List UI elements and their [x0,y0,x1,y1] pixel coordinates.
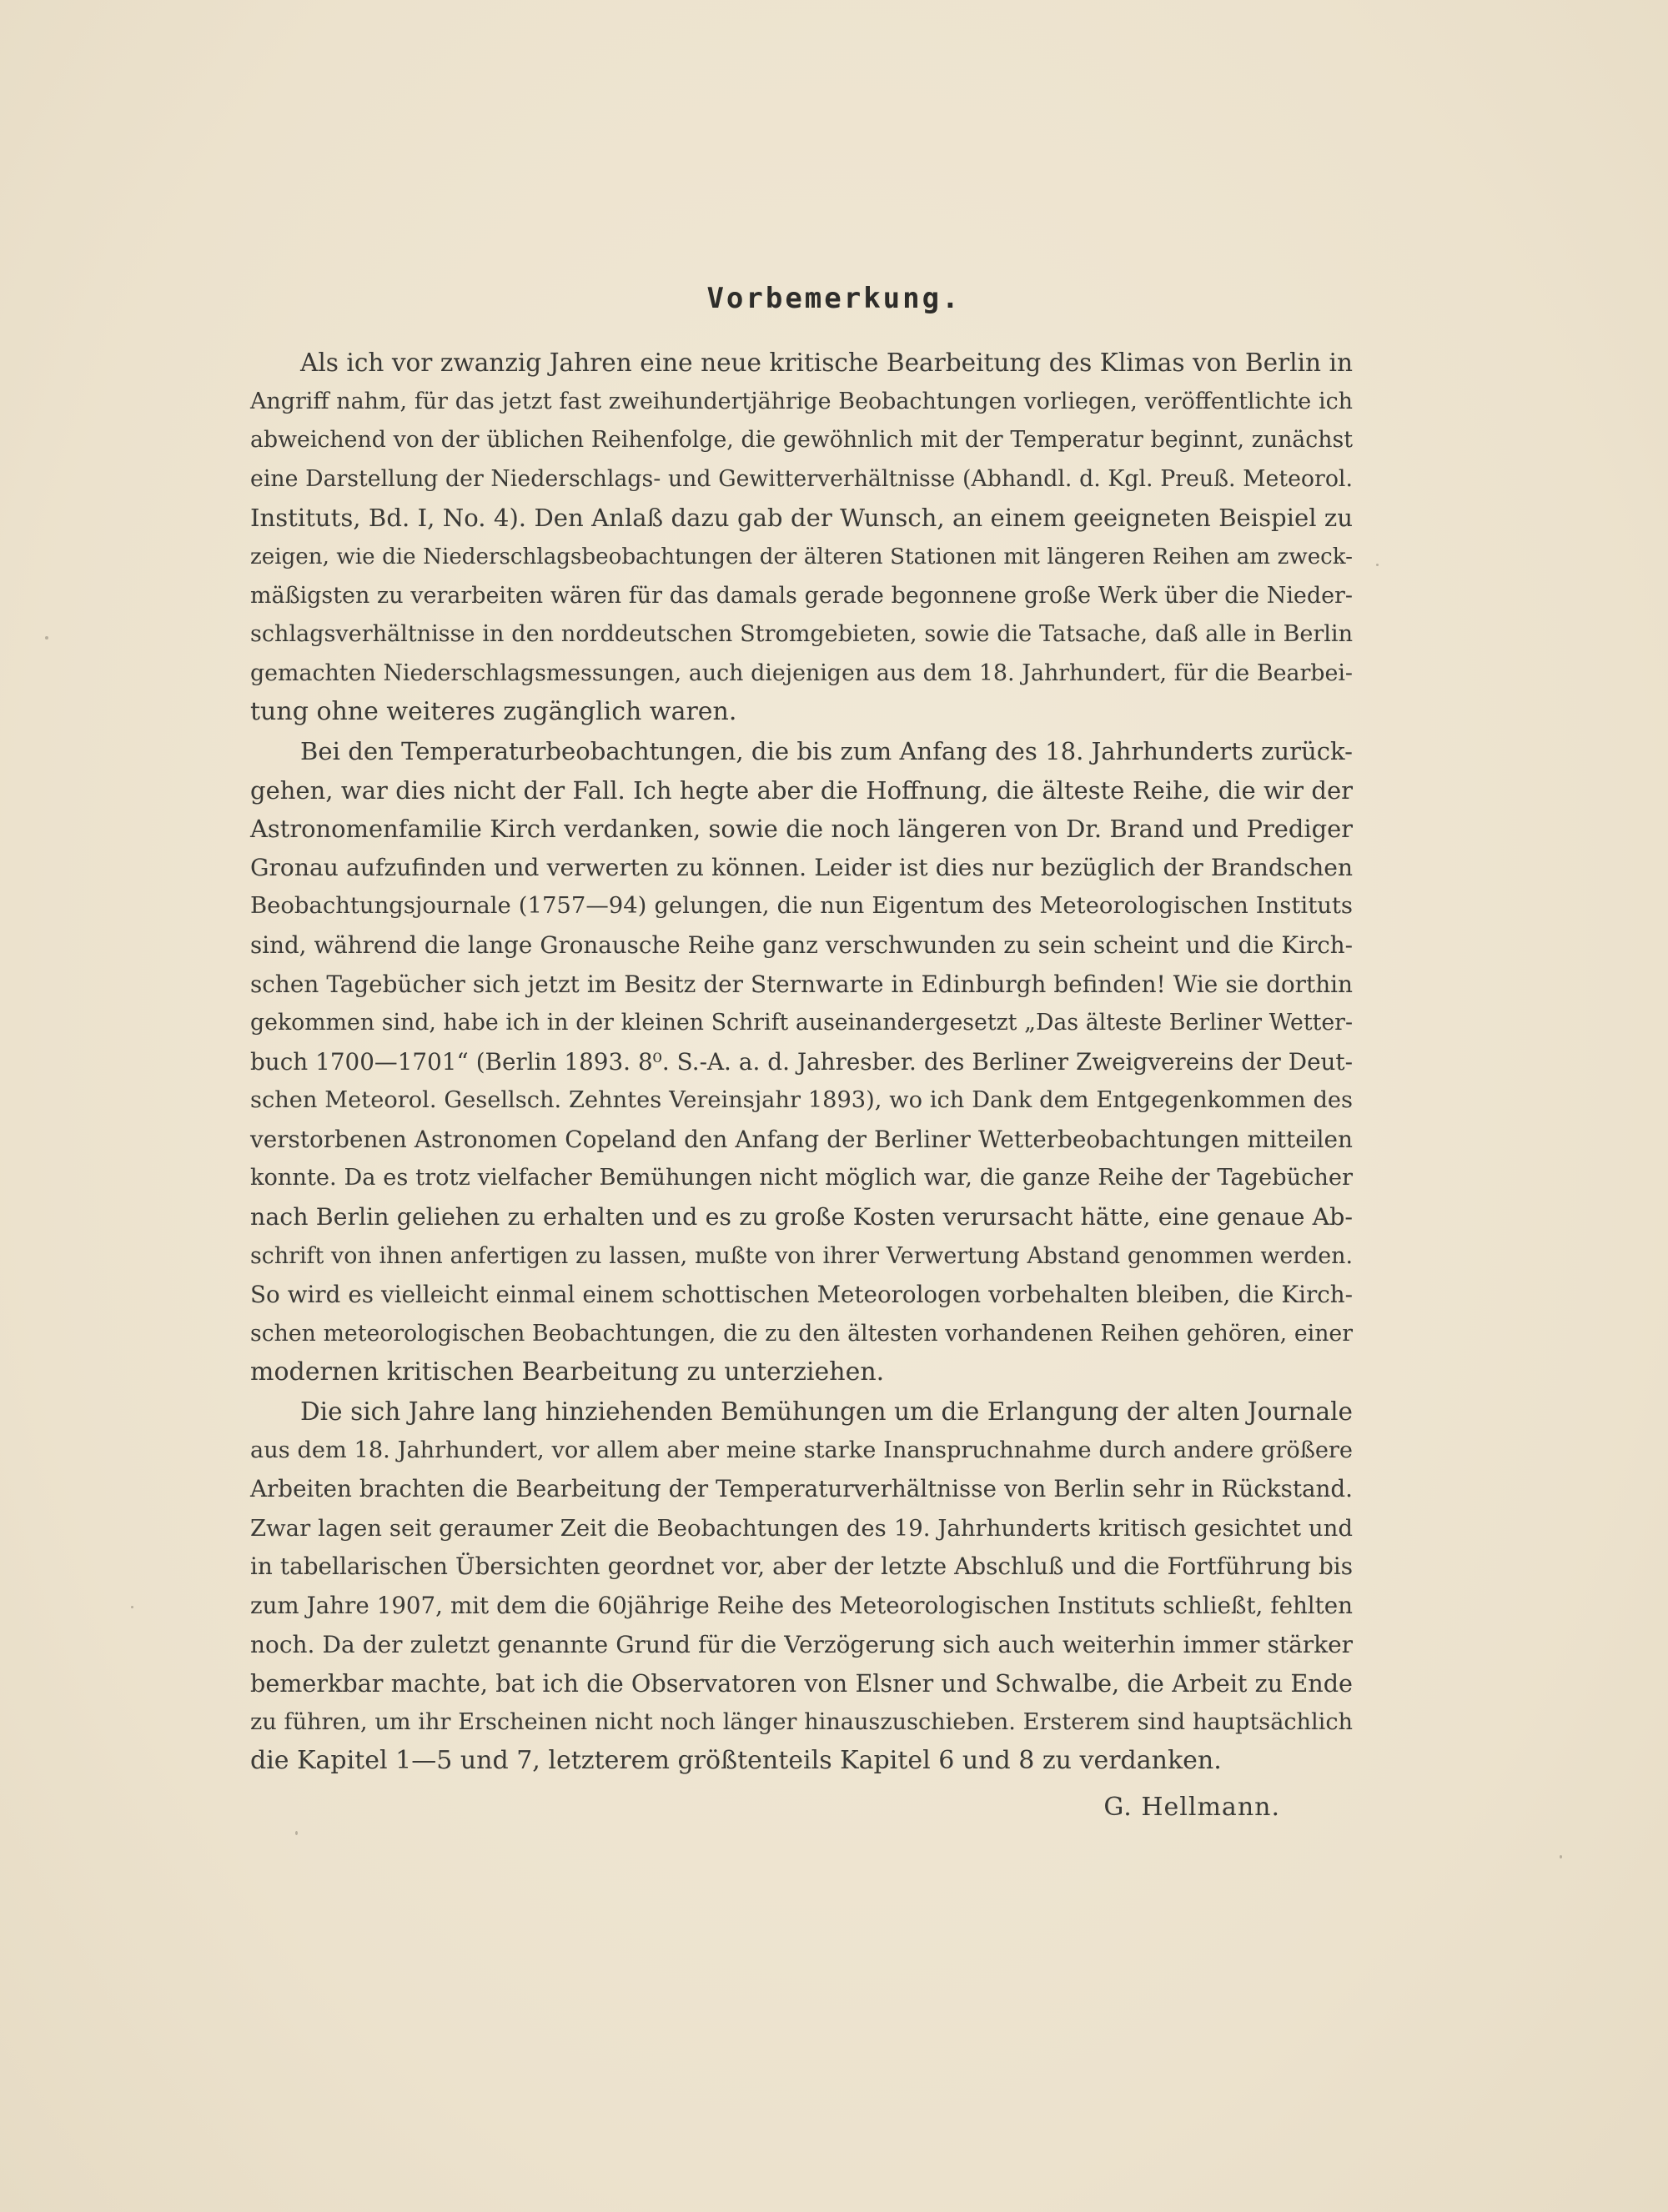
text-line: Bei den Temperaturbeobachtungen, die bis zum Anfang des 18. Jahrhunderts zurück- [300,736,1353,765]
text-line: die Kapitel 1—5 und 7, letzterem größtenteils Kapitel 6 und 8 zu verdanken. [250,1746,1222,1776]
paper-speck [295,1831,298,1835]
text-line: Arbeiten brachten die Bearbeitung der Temperaturverhältnisse von Berlin sehr in Rückstand. [250,1475,1353,1503]
body-text [250,344,1353,1781]
text-line: tung ohne weiteres zugänglich waren. [250,697,737,727]
text-line: schen Meteorol. Gesellsch. Zehntes Vereinsjahr 1893), wo ich Dank dem Entgegenkommen des [250,1087,1353,1114]
text-line: gekommen sind, habe ich in der kleinen Schrift auseinandergesetzt „Das älteste Berliner Wetter- [250,1010,1353,1036]
paper-speck [131,1606,133,1608]
paragraph-3 [250,1392,1353,1781]
paragraph-1 [250,344,1353,732]
text-line: Angriff nahm, für das jetzt fast zweihundertjährige Beobachtungen vorliegen, veröffentlichte ich [250,388,1353,414]
text-line: zeigen, wie die Niederschlagsbeobachtungen der älteren Stationen mit längeren Reihen am zweck- [250,544,1353,569]
text-line: Astronomenfamilie Kirch verdanken, sowie die noch längeren von Dr. Brand und Prediger [250,815,1353,844]
paper-speck [1376,564,1379,566]
text-line: zum Jahre 1907, mit dem die 60jährige Reihe des Meteorologischen Instituts schließt, fehlten [250,1592,1353,1619]
text-line: buch 1700—1701“ (Berlin 1893. 8⁰. S.-A. a. d. Jahresber. des Berliner Zweigvereins der Deut- [250,1047,1353,1076]
text-line: sind, während die lange Gronausche Reihe ganz verschwunden zu sein scheint und die Kirch- [250,930,1353,959]
text-line: konnte. Da es trotz vielfacher Bemühungen nicht möglich war, die ganze Reihe der Tagebücher [250,1165,1353,1191]
text-line: abweichend von der üblichen Reihenfolge, die gewöhnlich mit der Temperatur beginnt, zunächst [250,427,1353,454]
text-line: nach Berlin geliehen zu erhalten und es zu große Kosten verursacht hätte, eine genaue Ab- [250,1203,1353,1231]
text-line: schen meteorologischen Beobachtungen, die zu den ältesten vorhandenen Reihen gehören, einer [250,1320,1353,1347]
text-line: Beobachtungsjournale (1757—94) gelungen, die nun Eigentum des Meteorologischen Instituts [250,893,1353,920]
text-line: modernen kritischen Bearbeitung zu unterziehen. [250,1357,885,1387]
text-line: aus dem 18. Jahrhundert, vor allem aber meine starke Inanspruchnahme durch andere größere [250,1437,1353,1463]
paper-speck [1560,1855,1562,1858]
text-line: Als ich vor zwanzig Jahren eine neue kritische Bearbeitung des Klimas von Berlin in [300,349,1353,377]
text-line: So wird es vielleicht einmal einem schottischen Meteorologen vorbehalten bleiben, die Kirch- [250,1281,1353,1309]
text-line: Die sich Jahre lang hinziehenden Bemühungen um die Erlangung der alten Journale [300,1397,1353,1427]
page-title: Vorbemerkung. [706,282,962,315]
text-line: noch. Da der zuletzt genannte Grund für die Verzögerung sich auch weiterhin immer stärker [250,1630,1353,1658]
signature: G. Hellmann. [1103,1793,1280,1822]
text-line: Instituts, Bd. I, No. 4). Den Anlaß dazu gab der Wunsch, an einem geeigneten Beispiel zu [250,504,1353,533]
text-line: in tabellarischen Übersichten geordnet vor, aber der letzte Abschluß und die Fortführung bis [250,1552,1353,1581]
text-line: zu führen, um ihr Erscheinen nicht noch länger hinauszuschieben. Ersterem sind hauptsächlich [250,1708,1353,1735]
text-line: Zwar lagen seit geraumer Zeit die Beobachtungen des 19. Jahrhunderts kritisch gesichtet und [250,1514,1353,1542]
text-line: schen Tagebücher sich jetzt im Besitz der Sternwarte in Edinburgh befinden! Wie sie dorthin [250,970,1353,998]
text-line: schrift von ihnen anfertigen zu lassen, mußte von ihrer Verwertung Abstand genommen werden. [250,1242,1353,1269]
text-line: mäßigsten zu verarbeiten wären für das damals gerade begonnene große Werk über die Nieder- [250,582,1353,609]
paragraph-2 [250,732,1353,1392]
text-line: gehen, war dies nicht der Fall. Ich hegte aber die Hoffnung, die älteste Reihe, die wir der [250,775,1353,805]
text-line: schlagsverhältnisse in den norddeutschen Stromgebieten, sowie die Tatsache, daß alle in Berlin [250,621,1353,648]
text-line: verstorbenen Astronomen Copeland den Anfang der Berliner Wetterbeobachtungen mitteilen [250,1125,1353,1153]
paper-speck [45,636,48,640]
text-line: eine Darstellung der Niederschlags- und Gewitterverhältnisse (Abhandl. d. Kgl. Preuß. Meteorol. [250,465,1353,492]
text-line: Gronau aufzufinden und verwerten zu können. Leider ist dies nur bezüglich der Brandschen [250,853,1353,881]
text-line: gemachten Niederschlagsmessungen, auch diejenigen aus dem 18. Jahrhundert, für die Bearbei- [250,660,1353,686]
text-line: bemerkbar machte, bat ich die Observatoren von Elsner und Schwalbe, die Arbeit zu Ende [250,1669,1353,1698]
